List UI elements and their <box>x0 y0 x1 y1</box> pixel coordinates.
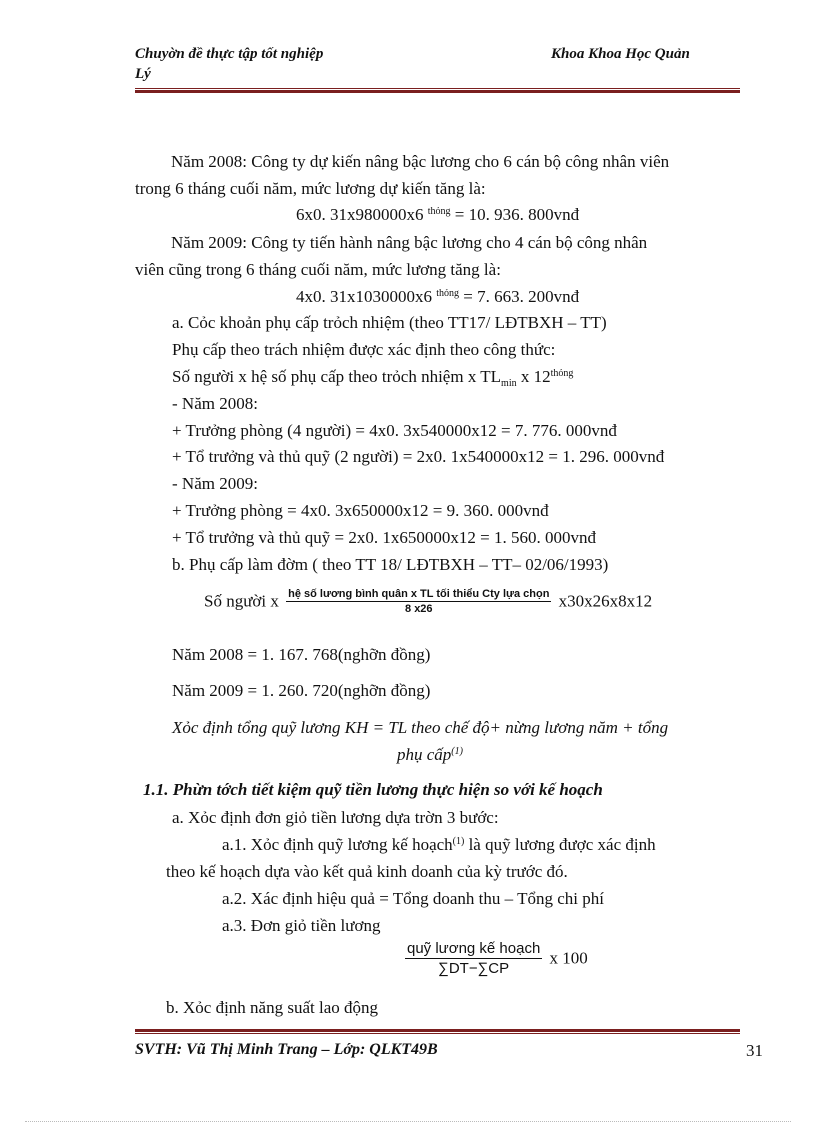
step-a3: a.3. Đơn giỏ tiền lương <box>222 916 381 935</box>
step-a1-line2: theo kế hoạch dựa vào kết quả kinh doanh của kỳ trước đó. <box>166 862 568 881</box>
item-b-heading: b. Phụ cấp làm đờm ( theo TT 18/ LĐTBXH – TT– 02/06/1993) <box>172 555 609 574</box>
allowance-formula: Số người x hệ số phụ cấp theo trỏch nhiệm x $TL_{min}$ x $12^{thỏng}$ <box>172 367 574 389</box>
team-leader-treasurer-2008: + Tổ trưởng và thủ quỹ (2 người) = 2x0. 1x540000x12 = 1. 296. 000vnđ <box>172 447 665 466</box>
paragraph-2009-line1: Năm 2009: Công ty tiến hành nâng bậc lương cho 4 cán bộ công nhân <box>171 233 648 252</box>
head-of-department-2009: + Trưởng phòng = 4x0. 3x650000x12 = 9. 360. 000vnđ <box>172 501 549 520</box>
item-a-heading: a. Cỏc khoản phụ cấp trỏch nhiệm (theo TT17/ LĐTBXH – TT) <box>172 313 607 332</box>
result-2008: Năm 2008 = 1. 167. 768(nghỡn đồng) <box>172 645 431 664</box>
step-a2: a.2. Xác định hiệu quả = Tổng doanh thu – Tổng chi phí <box>222 889 604 908</box>
header-title-left: Chuyờn đề thực tập tốt nghiệp <box>135 46 324 62</box>
year-2008-label: - Năm 2008: <box>172 394 258 413</box>
step-a1-line1: a.1. Xỏc định quỹ lương kế hoạch$^{(1)}$ là quỹ lương được xác định <box>222 835 656 854</box>
head-of-department-2008: + Trưởng phòng (4 người) = 4x0. 3x540000x12 = 7. 776. 000vnđ <box>172 421 617 440</box>
header-rule-thick <box>135 90 740 93</box>
header-rule-thin <box>135 88 740 89</box>
step-b: b. Xỏc định năng suất lao động <box>166 998 378 1017</box>
footer-rule-thin <box>135 1033 740 1034</box>
result-2009: Năm 2009 = 1. 260. 720(nghỡn đồng) <box>172 681 431 700</box>
footer-author: SVTH: Vũ Thị Minh Trang – Lớp: QLKT49B <box>135 1041 438 1058</box>
unit-wage-formula: $\frac{\text{quỹ lương kế hoạch}}{\sum DT-\sum CP}$ x 100 <box>407 940 588 977</box>
page-bottom-dotted-line <box>25 1121 791 1122</box>
paragraph-2009-line2: viên cũng trong 6 tháng cuối năm, mức lương tăng là: <box>135 260 501 279</box>
formula-2008: 6x0. 31x980000x6 $^{thỏng}$ = 10. 936. 800vnđ <box>296 205 580 224</box>
night-shift-formula: Số người x $\frac{\text{hệ số lương bình quân x TL tối thiểu Cty lựa chọn}}{8 x26}$ x30x26x8x12 <box>204 588 653 615</box>
paragraph-2008-line2: trong 6 tháng cuối năm, mức lương dự kiến tăng là: <box>135 179 486 198</box>
total-fund-definition-line1: Xỏc định tổng quỹ lương KH = TL theo chế độ+ nừng lương năm + tổng <box>172 718 669 737</box>
year-2009-label: - Năm 2009: <box>172 474 258 493</box>
paragraph-2008-line1: Năm 2008: Công ty dự kiến nâng bậc lương cho 6 cán bộ công nhân viên <box>171 152 670 171</box>
total-fund-definition-line2: phụ cấp$^{(1)}$ <box>397 745 463 764</box>
header-title-right: Khoa Khoa Học Quản <box>551 46 690 62</box>
header-title-left-continued: Lý <box>135 66 151 82</box>
section-title: 1.1. Phừn tớch tiết kiệm quỹ tiền lương thực hiện so với kế hoạch <box>143 780 603 799</box>
team-leader-treasurer-2009: + Tổ trưởng và thủ quỹ = 2x0. 1x650000x12 = 1. 560. 000vnđ <box>172 528 596 547</box>
formula-2009: 4x0. 31x1030000x6 $^{thỏng}$ = 7. 663. 200vnđ <box>296 287 580 306</box>
allowance-formula-intro: Phụ cấp theo trách nhiệm được xác định theo công thức: <box>172 340 556 359</box>
page-number: 31 <box>746 1041 763 1060</box>
footer-rule-thick <box>135 1029 740 1032</box>
step-a: a. Xỏc định đơn giỏ tiền lương dựa trờn 3 bước: <box>172 808 499 827</box>
